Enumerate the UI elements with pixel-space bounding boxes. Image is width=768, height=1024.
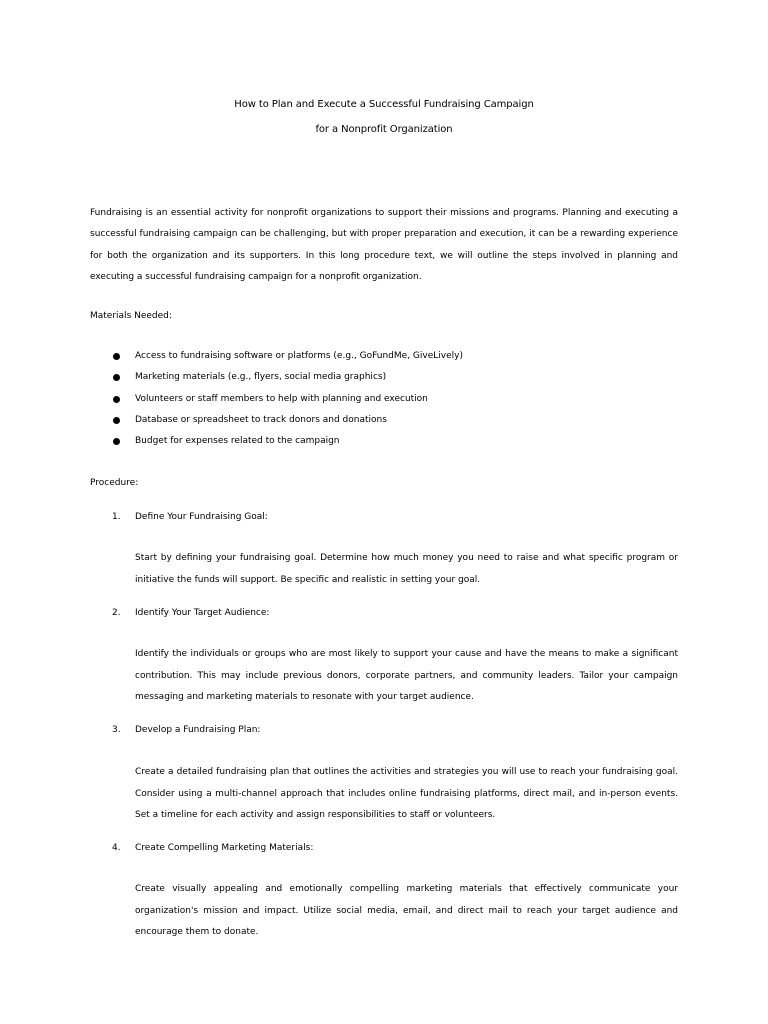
material-text: Access to fundraising software or platforms (e.g., GoFundMe, GiveLively): [135, 351, 463, 361]
bullet-icon: [113, 353, 120, 360]
list-item: [90, 367, 678, 388]
list-item: [90, 431, 678, 452]
list-item: [90, 346, 678, 367]
step-body: Create visually appealing and emotionally compelling marketing materials that effectively communicate your organization's mission and impact. Utilize social media, email, and direct mail to reach your target audience and encourage them to donate.: [135, 884, 678, 937]
step-title: Define Your Fundraising Goal:: [135, 512, 268, 522]
material-text: Volunteers or staff members to help with planning and execution: [135, 393, 428, 404]
step-body: Identify the individuals or groups who are most likely to support your cause and have the means to make a significant contribution. This may include previous donors, corporate partners, and community leaders. Tailor your campaign messaging and marketing materials to resonate with your target audience.: [135, 649, 678, 702]
step-number: 3.: [112, 725, 121, 735]
step-title: Identify Your Target Audience:: [135, 608, 270, 618]
document-title-line-1: How to Plan and Execute a Successful Fundraising Campaign: [234, 99, 534, 110]
step-title: Create Compelling Marketing Materials:: [135, 843, 314, 853]
document-title-line-2: for a Nonprofit Organization: [315, 124, 453, 135]
materials-list: [90, 346, 678, 452]
bullet-icon: [113, 417, 120, 424]
step-title: Develop a Fundraising Plan:: [135, 725, 261, 735]
material-text: Database or spreadsheet to track donors and donations: [135, 414, 387, 425]
list-item: [90, 389, 678, 410]
bullet-icon: [113, 438, 120, 445]
material-text: Budget for expenses related to the campaign: [135, 436, 340, 447]
bullet-icon: [113, 396, 120, 403]
step-number: 4.: [112, 843, 121, 853]
procedure-heading: Procedure:: [90, 478, 139, 488]
materials-heading: Materials Needed:: [90, 311, 172, 321]
step-number: 2.: [112, 608, 121, 618]
intro-paragraph: Fundraising is an essential activity for nonprofit organizations to support their missions and programs. Planning and executing a successful fundraising campaign can be challenging, but with proper preparation and execution, it can be a rewarding experience for both the organization and its supporters. In this long procedure text, we will outline the steps involved in planning and executing a successful fundraising campaign for a nonprofit organization.: [90, 208, 678, 282]
material-text: Marketing materials (e.g., flyers, social media graphics): [135, 372, 387, 383]
step-body: Create a detailed fundraising plan that outlines the activities and strategies you will use to reach your fundraising goal. Consider using a multi-channel approach that includes online fundraising platforms, direct mail, and in-person events. Set a timeline for each activity and assign responsibilities to staff or volunteers.: [135, 767, 678, 820]
step-body: Start by defining your fundraising goal. Determine how much money you need to raise and what specific program or initiative the funds will support. Be specific and realistic in setting your goal.: [135, 553, 678, 585]
step-number: 1.: [112, 512, 121, 522]
list-item: [90, 410, 678, 431]
bullet-icon: [113, 374, 120, 381]
